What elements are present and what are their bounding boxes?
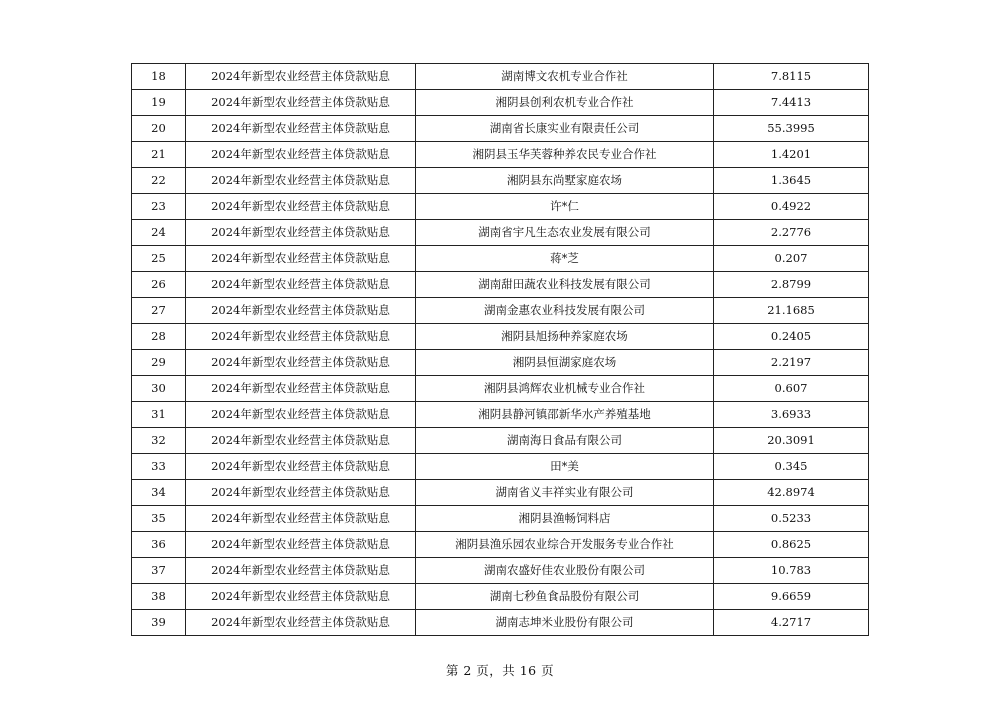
recipient-name-cell: 湘阴县东尚墅家庭农场 [416, 168, 714, 194]
project-name-cell: 2024年新型农业经营主体贷款贴息 [186, 64, 416, 90]
row-number-cell: 18 [132, 64, 186, 90]
recipient-name-cell: 湘阴县旭扬种养家庭农场 [416, 324, 714, 350]
recipient-name-cell: 湘阴县渔畅饲料店 [416, 506, 714, 532]
recipient-name-cell: 湘阴县恒湖家庭农场 [416, 350, 714, 376]
project-name-cell: 2024年新型农业经营主体贷款贴息 [186, 168, 416, 194]
subsidy-table [131, 63, 869, 636]
project-name-cell: 2024年新型农业经营主体贷款贴息 [186, 532, 416, 558]
amount-cell: 0.607 [714, 376, 869, 402]
amount-cell: 21.1685 [714, 298, 869, 324]
project-name-cell: 2024年新型农业经营主体贷款贴息 [186, 376, 416, 402]
table-row [132, 610, 869, 636]
project-name-cell: 2024年新型农业经营主体贷款贴息 [186, 246, 416, 272]
row-number-cell: 26 [132, 272, 186, 298]
table-row [132, 428, 869, 454]
table-row [132, 298, 869, 324]
row-number-cell: 38 [132, 584, 186, 610]
amount-cell: 0.5233 [714, 506, 869, 532]
table-row [132, 168, 869, 194]
project-name-cell: 2024年新型农业经营主体贷款贴息 [186, 90, 416, 116]
recipient-name-cell: 湘阴县玉华芙蓉种养农民专业合作社 [416, 142, 714, 168]
row-number-cell: 24 [132, 220, 186, 246]
project-name-cell: 2024年新型农业经营主体贷款贴息 [186, 116, 416, 142]
table-body [132, 64, 869, 636]
project-name-cell: 2024年新型农业经营主体贷款贴息 [186, 350, 416, 376]
amount-cell: 0.8625 [714, 532, 869, 558]
table-row [132, 480, 869, 506]
table-row [132, 246, 869, 272]
table-row [132, 558, 869, 584]
amount-cell: 20.3091 [714, 428, 869, 454]
amount-cell: 0.4922 [714, 194, 869, 220]
project-name-cell: 2024年新型农业经营主体贷款贴息 [186, 610, 416, 636]
table-row [132, 324, 869, 350]
recipient-name-cell: 许*仁 [416, 194, 714, 220]
project-name-cell: 2024年新型农业经营主体贷款贴息 [186, 558, 416, 584]
amount-cell: 9.6659 [714, 584, 869, 610]
recipient-name-cell: 湖南志坤米业股份有限公司 [416, 610, 714, 636]
project-name-cell: 2024年新型农业经营主体贷款贴息 [186, 454, 416, 480]
project-name-cell: 2024年新型农业经营主体贷款贴息 [186, 142, 416, 168]
project-name-cell: 2024年新型农业经营主体贷款贴息 [186, 480, 416, 506]
amount-cell: 2.2197 [714, 350, 869, 376]
table-row [132, 584, 869, 610]
table-row [132, 376, 869, 402]
recipient-name-cell: 湖南海日食品有限公司 [416, 428, 714, 454]
row-number-cell: 34 [132, 480, 186, 506]
amount-cell: 1.4201 [714, 142, 869, 168]
amount-cell: 4.2717 [714, 610, 869, 636]
amount-cell: 0.345 [714, 454, 869, 480]
table-row [132, 116, 869, 142]
recipient-name-cell: 湖南博文农机专业合作社 [416, 64, 714, 90]
recipient-name-cell: 湖南金惠农业科技发展有限公司 [416, 298, 714, 324]
row-number-cell: 22 [132, 168, 186, 194]
recipient-name-cell: 湘阴县创利农机专业合作社 [416, 90, 714, 116]
recipient-name-cell: 湖南农盛好佳农业股份有限公司 [416, 558, 714, 584]
table-row [132, 402, 869, 428]
table-row [132, 194, 869, 220]
recipient-name-cell: 蒋*芝 [416, 246, 714, 272]
project-name-cell: 2024年新型农业经营主体贷款贴息 [186, 298, 416, 324]
recipient-name-cell: 湖南省义丰祥实业有限公司 [416, 480, 714, 506]
row-number-cell: 37 [132, 558, 186, 584]
amount-cell: 7.4413 [714, 90, 869, 116]
recipient-name-cell: 田*美 [416, 454, 714, 480]
recipient-name-cell: 湖南省宇凡生态农业发展有限公司 [416, 220, 714, 246]
row-number-cell: 30 [132, 376, 186, 402]
row-number-cell: 23 [132, 194, 186, 220]
project-name-cell: 2024年新型农业经营主体贷款贴息 [186, 324, 416, 350]
project-name-cell: 2024年新型农业经营主体贷款贴息 [186, 220, 416, 246]
amount-cell: 10.783 [714, 558, 869, 584]
row-number-cell: 27 [132, 298, 186, 324]
project-name-cell: 2024年新型农业经营主体贷款贴息 [186, 272, 416, 298]
table-row [132, 350, 869, 376]
recipient-name-cell: 湘阴县渔乐园农业综合开发服务专业合作社 [416, 532, 714, 558]
row-number-cell: 20 [132, 116, 186, 142]
recipient-name-cell: 湘阴县静河镇邵新华水产养殖基地 [416, 402, 714, 428]
subsidy-table-container [131, 63, 868, 636]
project-name-cell: 2024年新型农业经营主体贷款贴息 [186, 584, 416, 610]
table-row [132, 142, 869, 168]
table-row [132, 90, 869, 116]
amount-cell: 7.8115 [714, 64, 869, 90]
row-number-cell: 32 [132, 428, 186, 454]
project-name-cell: 2024年新型农业经营主体贷款贴息 [186, 402, 416, 428]
amount-cell: 2.2776 [714, 220, 869, 246]
recipient-name-cell: 湖南省长康实业有限责任公司 [416, 116, 714, 142]
table-row [132, 220, 869, 246]
page-footer: 第 2 页，共 16 页 [445, 663, 555, 678]
amount-cell: 42.8974 [714, 480, 869, 506]
recipient-name-cell: 湖南七秒鱼食品股份有限公司 [416, 584, 714, 610]
row-number-cell: 33 [132, 454, 186, 480]
amount-cell: 0.2405 [714, 324, 869, 350]
row-number-cell: 28 [132, 324, 186, 350]
row-number-cell: 25 [132, 246, 186, 272]
row-number-cell: 36 [132, 532, 186, 558]
row-number-cell: 29 [132, 350, 186, 376]
amount-cell: 0.207 [714, 246, 869, 272]
amount-cell: 3.6933 [714, 402, 869, 428]
row-number-cell: 39 [132, 610, 186, 636]
table-row [132, 454, 869, 480]
row-number-cell: 35 [132, 506, 186, 532]
row-number-cell: 19 [132, 90, 186, 116]
project-name-cell: 2024年新型农业经营主体贷款贴息 [186, 506, 416, 532]
recipient-name-cell: 湖南甜田蔬农业科技发展有限公司 [416, 272, 714, 298]
project-name-cell: 2024年新型农业经营主体贷款贴息 [186, 428, 416, 454]
table-row [132, 532, 869, 558]
table-row [132, 506, 869, 532]
recipient-name-cell: 湘阴县鸿辉农业机械专业合作社 [416, 376, 714, 402]
project-name-cell: 2024年新型农业经营主体贷款贴息 [186, 194, 416, 220]
table-row [132, 64, 869, 90]
row-number-cell: 31 [132, 402, 186, 428]
amount-cell: 2.8799 [714, 272, 869, 298]
row-number-cell: 21 [132, 142, 186, 168]
amount-cell: 55.3995 [714, 116, 869, 142]
amount-cell: 1.3645 [714, 168, 869, 194]
table-row [132, 272, 869, 298]
